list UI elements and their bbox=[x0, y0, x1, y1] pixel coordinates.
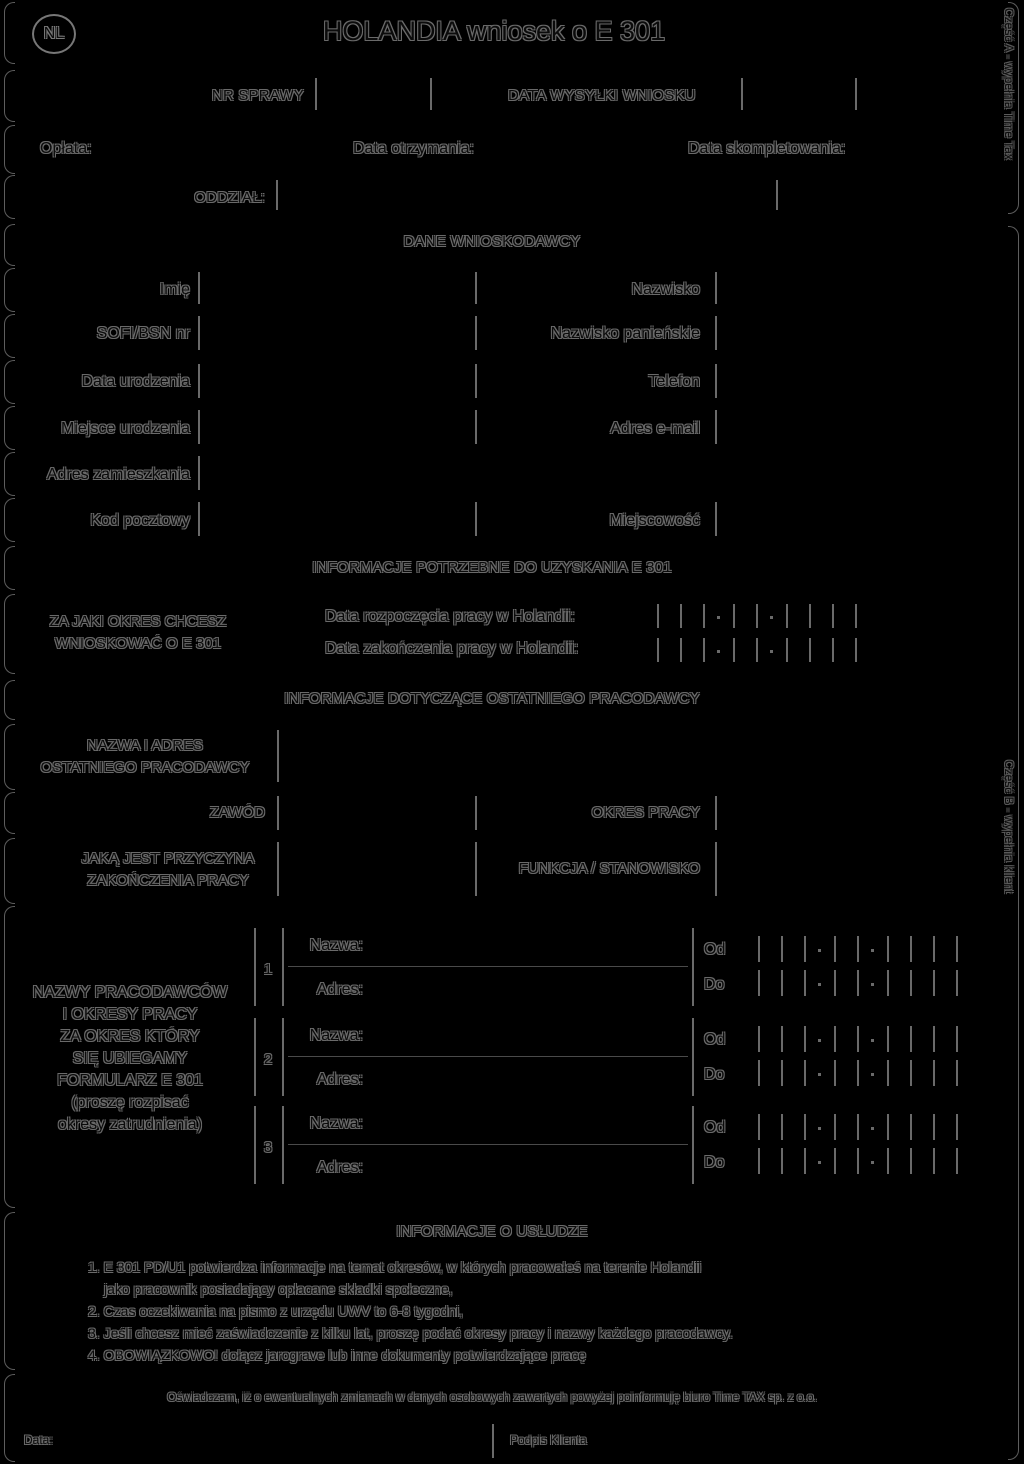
employer-from-box-divider bbox=[933, 936, 935, 962]
row-bracket bbox=[4, 906, 15, 1208]
page-title: HOLANDIA wniosek o E 301 bbox=[322, 16, 666, 46]
employer-to-box-divider bbox=[857, 1060, 859, 1086]
employer-from-box-separator bbox=[818, 949, 821, 952]
employer-from-box-divider bbox=[956, 936, 958, 962]
field-divider bbox=[715, 502, 717, 536]
end-date-box-divider bbox=[657, 638, 659, 662]
employer-divider bbox=[254, 928, 256, 1006]
profession-label: ZAWÓD bbox=[209, 804, 265, 821]
field-divider bbox=[475, 502, 477, 536]
branch-label: ODDZIAŁ: bbox=[194, 189, 265, 206]
employer-from-box-divider bbox=[910, 1114, 912, 1140]
completed-date-label: Data skompletowania: bbox=[688, 140, 846, 157]
field-divider bbox=[715, 796, 717, 830]
employer-divider bbox=[282, 928, 284, 1006]
employer-to-label: Do bbox=[704, 1066, 725, 1083]
employer-to-box-divider bbox=[956, 1148, 958, 1174]
service-item-4: 4. OBOWIĄZKOWO! dołącz jarograve lub inne dokumenty potwierdzające pracę bbox=[88, 1347, 586, 1363]
employer-to-box-divider bbox=[887, 1060, 889, 1086]
employer-to-box-separator bbox=[871, 1161, 874, 1164]
employer-to-box-divider bbox=[834, 1148, 836, 1174]
row-bracket bbox=[4, 546, 15, 590]
employer-from-box-divider bbox=[910, 1026, 912, 1052]
employer-from-box-divider bbox=[834, 1026, 836, 1052]
employer-row-line bbox=[288, 1144, 688, 1145]
period-question-line1: ZA JAKI OKRES CHCESZ bbox=[49, 613, 227, 630]
row-bracket bbox=[4, 125, 15, 174]
employer-row-line bbox=[288, 966, 688, 967]
end-date-box-divider bbox=[809, 638, 811, 662]
employer-name-line1: NAZWA I ADRES bbox=[86, 737, 204, 754]
field-divider bbox=[715, 842, 717, 896]
row-bracket bbox=[4, 1374, 15, 1462]
service-item-1-cont: jako pracownik posiadający opłacane składki społeczne, bbox=[104, 1281, 453, 1297]
field-divider bbox=[715, 364, 717, 398]
email-label: Adres e-mail bbox=[610, 420, 700, 437]
signature-label: Podpis Klienta bbox=[510, 1433, 587, 1447]
employer-number: 1 bbox=[263, 961, 273, 978]
field-divider bbox=[475, 796, 477, 830]
employer-from-box-divider bbox=[804, 1114, 806, 1140]
fee-label: Opłata: bbox=[40, 140, 92, 157]
declaration-text: Oświadczam, iż o ewentualnych zmianach w danych osobowych zawartych powyżej poinformuję biuro Time TAX sp. z o.o. bbox=[167, 1390, 817, 1404]
field-divider bbox=[475, 842, 477, 896]
employer-number: 2 bbox=[263, 1051, 273, 1068]
employer-name-label: Nazwa: bbox=[309, 1115, 363, 1132]
birth-place-label: Miejsce urodzenia bbox=[61, 420, 190, 437]
start-date-box-divider bbox=[680, 604, 682, 628]
row-bracket bbox=[4, 70, 15, 122]
employer-from-box-divider bbox=[781, 1114, 783, 1140]
employer-to-label: Do bbox=[704, 976, 725, 993]
address-label: Adres zamieszkania bbox=[46, 466, 190, 483]
employer-to-box-divider bbox=[933, 1060, 935, 1086]
employers-label-line: SIĘ UBIEGAMY bbox=[72, 1050, 188, 1067]
employer-address-label: Adres: bbox=[316, 1071, 363, 1088]
start-date-box-divider bbox=[809, 604, 811, 628]
employer-name-label: Nazwa: bbox=[309, 1027, 363, 1044]
employer-to-box-divider bbox=[857, 1148, 859, 1174]
employer-to-box-separator bbox=[818, 983, 821, 986]
employer-from-box-divider bbox=[834, 1114, 836, 1140]
employer-to-box-separator bbox=[871, 983, 874, 986]
employers-label-line: (proszę rozpisać bbox=[71, 1094, 189, 1111]
employer-from-box-divider bbox=[857, 1026, 859, 1052]
employer-to-box-divider bbox=[781, 1060, 783, 1086]
field-divider bbox=[475, 364, 477, 398]
field-divider bbox=[277, 842, 279, 896]
end-date-label: Data zakończenia pracy w Holandii: bbox=[325, 640, 579, 657]
employer-to-box-divider bbox=[804, 1148, 806, 1174]
employer-to-box-divider bbox=[956, 970, 958, 996]
birth-date-label: Data urodzenia bbox=[81, 373, 190, 390]
field-divider bbox=[430, 78, 432, 110]
first-name-label: Imię bbox=[159, 281, 190, 298]
start-date-label: Data rozpoczęcia pracy w Holandii: bbox=[325, 608, 575, 625]
employers-label-line: ZA OKRES KTÓRY bbox=[60, 1028, 200, 1045]
row-bracket bbox=[4, 314, 15, 358]
nl-flag-logo bbox=[32, 14, 76, 54]
employer-to-box-separator bbox=[818, 1073, 821, 1076]
start-date-box-divider bbox=[832, 604, 834, 628]
employer-from-box-divider bbox=[857, 1114, 859, 1140]
employer-from-box-divider bbox=[857, 936, 859, 962]
end-date-box-divider bbox=[733, 638, 735, 662]
employer-to-box-divider bbox=[781, 1148, 783, 1174]
row-bracket bbox=[4, 360, 15, 404]
postal-code-label: Kod pocztowy bbox=[90, 512, 190, 529]
sent-date-label: DATA WYSYŁKI WNIOSKU bbox=[508, 87, 696, 104]
employer-divider bbox=[692, 1018, 694, 1096]
side-label-part-b: Część B - wypełnia klient bbox=[1002, 760, 1016, 894]
field-divider bbox=[855, 78, 857, 110]
employer-to-box-divider bbox=[758, 1148, 760, 1174]
employer-from-box-separator bbox=[818, 1039, 821, 1042]
employer-number: 3 bbox=[263, 1139, 273, 1156]
section-title-last-employer: INFORMACJE DOTYCZĄCE OSTATNIEGO PRACODAWCY bbox=[284, 690, 700, 707]
employer-divider bbox=[254, 1018, 256, 1096]
field-divider bbox=[715, 410, 717, 444]
field-divider bbox=[715, 272, 717, 304]
employer-from-box-divider bbox=[887, 936, 889, 962]
employer-from-box-divider bbox=[758, 936, 760, 962]
row-bracket bbox=[4, 175, 15, 219]
function-label: FUNKCJA / STANOWISKO bbox=[518, 860, 700, 877]
end-date-box-separator bbox=[717, 650, 720, 653]
employer-to-label: Do bbox=[704, 1154, 725, 1171]
employer-to-box-divider bbox=[804, 1060, 806, 1086]
employer-from-box-divider bbox=[887, 1114, 889, 1140]
employer-row-line bbox=[288, 1056, 688, 1057]
employer-to-box-divider bbox=[933, 970, 935, 996]
reason-line1: JAKĄ JEST PRZYCZYNA bbox=[81, 850, 255, 867]
field-divider bbox=[277, 796, 279, 830]
end-date-box-divider bbox=[832, 638, 834, 662]
employer-to-box-divider bbox=[857, 970, 859, 996]
field-divider bbox=[475, 272, 477, 304]
end-date-box-divider bbox=[855, 638, 857, 662]
sofi-bsn-label: SOFI/BSN nr bbox=[96, 325, 190, 342]
employer-from-box-divider bbox=[781, 1026, 783, 1052]
row-bracket bbox=[4, 1212, 15, 1370]
start-date-box-divider bbox=[786, 604, 788, 628]
case-number-label: NR SPRAWY bbox=[211, 87, 304, 104]
field-divider bbox=[198, 316, 200, 350]
start-date-box-divider bbox=[703, 604, 705, 628]
period-question-line2: WNIOSKOWAĆ O E 301 bbox=[54, 635, 222, 652]
end-date-box-divider bbox=[680, 638, 682, 662]
employer-to-box-divider bbox=[758, 970, 760, 996]
service-item-2: 2. Czas oczekiwania na pismo z urzędu UWV to 6-8 tygodni, bbox=[88, 1303, 464, 1319]
city-label: Miejscowość bbox=[609, 512, 700, 529]
employer-from-label: Od bbox=[704, 941, 726, 958]
employer-to-box-divider bbox=[887, 970, 889, 996]
employer-from-box-divider bbox=[781, 936, 783, 962]
row-bracket bbox=[4, 724, 15, 790]
employer-to-box-divider bbox=[834, 970, 836, 996]
employer-from-box-separator bbox=[871, 1039, 874, 1042]
employers-label-line: okresy zatrudnienia) bbox=[57, 1116, 203, 1133]
employer-divider bbox=[254, 1106, 256, 1184]
employer-from-box-separator bbox=[871, 949, 874, 952]
employer-to-box-divider bbox=[781, 970, 783, 996]
employer-from-box-separator bbox=[871, 1127, 874, 1130]
row-bracket bbox=[4, 224, 15, 266]
employer-to-box-divider bbox=[887, 1148, 889, 1174]
employer-from-box-divider bbox=[956, 1114, 958, 1140]
employer-from-box-divider bbox=[956, 1026, 958, 1052]
received-date-label: Data otrzymania: bbox=[353, 140, 474, 157]
maiden-name-label: Nazwisko panieńskie bbox=[550, 325, 700, 342]
date-label: Data: bbox=[24, 1433, 53, 1447]
employer-from-box-divider bbox=[834, 936, 836, 962]
employer-to-box-divider bbox=[933, 1148, 935, 1174]
section-title-period: INFORMACJE POTRZEBNE DO UZYSKANIA E 301 bbox=[312, 559, 672, 576]
employer-name-label: Nazwa: bbox=[309, 937, 363, 954]
employer-from-box-divider bbox=[910, 936, 912, 962]
end-date-box-divider bbox=[786, 638, 788, 662]
field-divider bbox=[276, 180, 278, 210]
start-date-box-divider bbox=[733, 604, 735, 628]
employer-to-box-divider bbox=[804, 970, 806, 996]
employer-to-box-separator bbox=[818, 1161, 821, 1164]
start-date-box-separator bbox=[770, 616, 773, 619]
employer-address-label: Adres: bbox=[316, 1159, 363, 1176]
row-bracket bbox=[4, 680, 15, 720]
employer-to-box-divider bbox=[910, 970, 912, 996]
employer-from-label: Od bbox=[704, 1031, 726, 1048]
field-divider bbox=[198, 502, 200, 536]
signature-divider bbox=[492, 1424, 494, 1458]
field-divider bbox=[198, 456, 200, 490]
employer-to-box-divider bbox=[758, 1060, 760, 1086]
employer-from-label: Od bbox=[704, 1119, 726, 1136]
employer-from-box-divider bbox=[758, 1114, 760, 1140]
employers-label-line: NAZWY PRACODAWCÓW bbox=[32, 984, 228, 1001]
start-date-box-separator bbox=[717, 616, 720, 619]
field-divider bbox=[277, 730, 279, 782]
logo-text: NL bbox=[43, 25, 65, 42]
employer-to-box-divider bbox=[956, 1060, 958, 1086]
row-bracket bbox=[4, 2, 15, 64]
field-divider bbox=[198, 272, 200, 304]
field-divider bbox=[475, 410, 477, 444]
employers-label-line: FORMULARZ E 301 bbox=[57, 1072, 203, 1089]
field-divider bbox=[776, 180, 778, 210]
start-date-box-divider bbox=[855, 604, 857, 628]
row-bracket bbox=[4, 268, 15, 312]
row-bracket bbox=[4, 792, 15, 834]
employers-label-line: I OKRESY PRACY bbox=[62, 1006, 198, 1023]
employer-to-box-divider bbox=[910, 1060, 912, 1086]
employer-divider bbox=[692, 1106, 694, 1184]
side-label-part-a: Część A - wypełnia Time Tax bbox=[1002, 8, 1016, 160]
employer-from-box-divider bbox=[758, 1026, 760, 1052]
employer-address-label: Adres: bbox=[316, 981, 363, 998]
row-bracket bbox=[4, 594, 15, 674]
work-period-label: OKRES PRACY bbox=[591, 804, 700, 821]
employer-from-box-divider bbox=[887, 1026, 889, 1052]
start-date-box-divider bbox=[657, 604, 659, 628]
phone-label: Telefon bbox=[648, 373, 700, 390]
employer-divider bbox=[282, 1018, 284, 1096]
employer-to-box-separator bbox=[871, 1073, 874, 1076]
field-divider bbox=[198, 364, 200, 398]
field-divider bbox=[198, 410, 200, 444]
end-date-box-separator bbox=[770, 650, 773, 653]
service-item-3: 3. Jeśli chcesz mieć zaświadczenie z kilku lat, proszę podać okresy pracy i nazwy każdego pracodawcy. bbox=[88, 1325, 733, 1341]
reason-line2: ZAKOŃCZENIA PRACY bbox=[87, 872, 249, 889]
field-divider bbox=[315, 78, 317, 110]
end-date-box-divider bbox=[703, 638, 705, 662]
employer-divider bbox=[692, 928, 694, 1006]
row-bracket bbox=[4, 452, 15, 496]
employer-from-box-separator bbox=[818, 1127, 821, 1130]
employer-to-box-divider bbox=[834, 1060, 836, 1086]
employer-from-box-divider bbox=[933, 1114, 935, 1140]
field-divider bbox=[475, 316, 477, 350]
employer-name-line2: OSTATNIEGO PRACODAWCY bbox=[40, 759, 250, 776]
employer-from-box-divider bbox=[933, 1026, 935, 1052]
row-bracket bbox=[4, 498, 15, 542]
section-title-service: INFORMACJE O USŁUDZE bbox=[396, 1223, 588, 1240]
employer-from-box-divider bbox=[804, 1026, 806, 1052]
employer-divider bbox=[282, 1106, 284, 1184]
field-divider bbox=[741, 78, 743, 110]
start-date-box-divider bbox=[756, 604, 758, 628]
end-date-box-divider bbox=[756, 638, 758, 662]
last-name-label: Nazwisko bbox=[631, 281, 700, 298]
section-title-applicant: DANE WNIOSKODAWCY bbox=[403, 233, 581, 250]
field-divider bbox=[715, 316, 717, 350]
row-bracket bbox=[4, 838, 15, 904]
service-item-1: 1. E 301 PD/U1 potwierdza informacje na temat okresów, w których pracowałeś na terenie Holandii bbox=[88, 1259, 702, 1275]
employer-to-box-divider bbox=[910, 1148, 912, 1174]
employer-from-box-divider bbox=[804, 936, 806, 962]
row-bracket bbox=[4, 406, 15, 450]
